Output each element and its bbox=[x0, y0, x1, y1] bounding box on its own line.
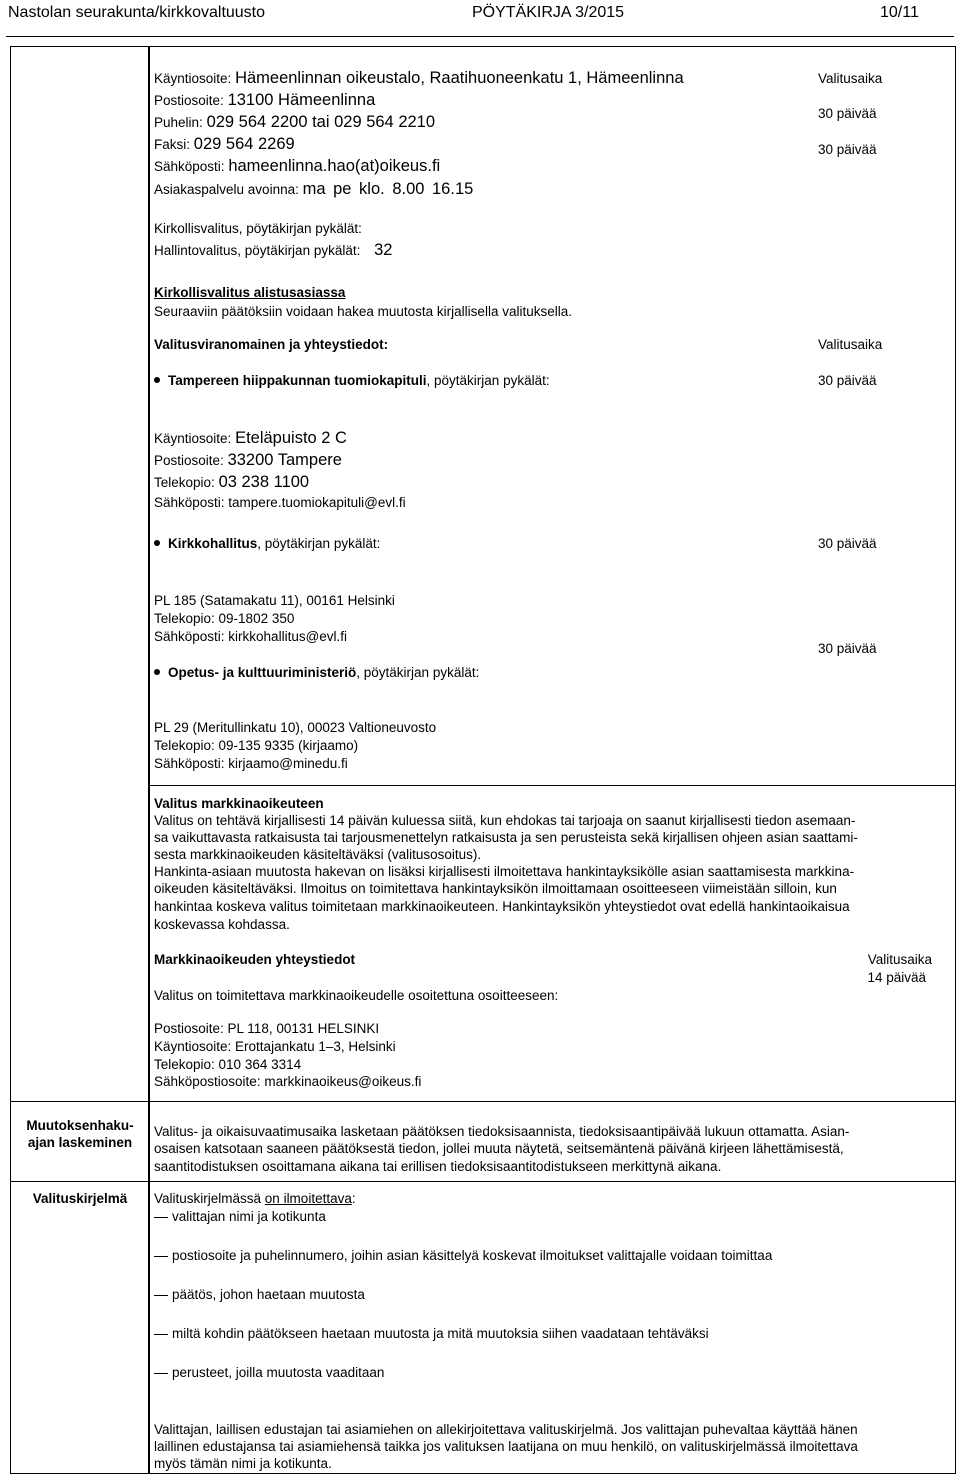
bullet-icon bbox=[154, 377, 160, 383]
hml-email: hameenlinna.hao(at)oikeus.fi bbox=[228, 157, 441, 175]
market-visit-address: Käyntiosoite: Erottajankatu 1–3, Helsinki bbox=[154, 1039, 396, 1054]
market-contact-title: Markkinaoikeuden yhteystiedot bbox=[154, 952, 356, 967]
bottom-left-frame bbox=[10, 1101, 150, 1474]
market-text-line: Valitus on tehtävä kirjallisesti 14 päivän kuluessa siitä, kun ehdokas tai tarjoaja on saanut kirjallisesti tiedon asemaan- bbox=[154, 813, 856, 828]
market-text-line: Hankinta-asiaan muutosta hakevan on lisäksi kirjallisesti ilmoitettava hankintayksikölle asian saattamisesta markkina- bbox=[154, 864, 855, 879]
okm-email: Sähköposti: kirjaamo@minedu.fi bbox=[154, 756, 348, 771]
tampere-item: Tampereen hiippakunnan tuomiokapituli, pöytäkirjan pykälät: bbox=[154, 372, 550, 389]
tampere-visit-line: Käyntiosoite: Eteläpuisto 2 C bbox=[154, 429, 347, 447]
market-section-rule bbox=[148, 785, 955, 786]
admin-appeal-line: Hallintovalitus, pöytäkirjan pykälät: 32 bbox=[154, 241, 393, 259]
appeal-doc-item: valittajan nimi ja kotikunta bbox=[172, 1209, 326, 1224]
tampere-days: 30 päivää bbox=[818, 373, 877, 388]
hml-fax: 029 564 2269 bbox=[193, 135, 295, 153]
hml-fax-line: Faksi: 029 564 2269 bbox=[154, 135, 295, 153]
main-column-frame bbox=[148, 46, 956, 1102]
market-email: Sähköpostiosoite: markkinaoikeus@oikeus.fi bbox=[154, 1074, 422, 1089]
hml-phone: 029 564 2200 tai 029 564 2210 bbox=[206, 113, 436, 131]
market-text-line: hankintaa koskeva valitus toimitetaan markkinaoikeuteen. Hankintayksikön yhteystiedot ovat edellä hankintaoikaisua bbox=[154, 899, 850, 914]
okm-address: PL 29 (Meritullinkatu 10), 00023 Valtioneuvosto bbox=[154, 720, 437, 735]
hml-days-2: 30 päivää bbox=[818, 142, 877, 157]
deadline-text-line: osaisen katsotaan saaneen päätöksestä tiedon, jollei muuta näytetä, seitsemäntenä päivänä kirjeen lähettämisestä, bbox=[154, 1141, 844, 1156]
hml-service-hours: ma pe klo. 8.00 16.15 bbox=[302, 180, 474, 198]
deadline-text-line: saantitodistuksen osoittamana aikana tai erillisen tiedoksisaantitodistukseen merkittynä aikana. bbox=[154, 1159, 722, 1174]
header-rule bbox=[6, 36, 954, 37]
hml-service-line: Asiakaspalvelu avoinna: ma pe klo. 8.00 16.15 bbox=[154, 180, 474, 198]
hml-post-line: Postiosoite: 13100 Hämeenlinna bbox=[154, 91, 376, 109]
market-send-text: Valitus on toimitettava markkinaoikeudelle osoitettuna osoitteeseen: bbox=[154, 988, 559, 1003]
appeal-doc-item: päätös, johon haetaan muutosta bbox=[172, 1287, 365, 1302]
alistus-title: Kirkollisvalitus alistusasiassa bbox=[154, 285, 346, 300]
market-appeal-time-label: Valitusaika bbox=[867, 952, 932, 967]
authority-label: Valitusviranomainen ja yhteystiedot: bbox=[154, 337, 389, 352]
header-organization: Nastolan seurakunta/kirkkovaltuusto bbox=[8, 4, 266, 21]
appeal-doc-item: postiosoite ja puhelinnumero, joihin asian käsittelyä koskevat ilmoitukset valittajalle voidaan toimittaa bbox=[172, 1248, 773, 1263]
bullet-icon bbox=[154, 669, 160, 675]
appeal-doc-item: miltä kohdin päätökseen haetaan muutosta ja mitä muutoksia siihen vaadataan tehtäväksi bbox=[172, 1326, 709, 1341]
alistus-appeal-time-label: Valitusaika bbox=[818, 337, 883, 352]
appeal-doc-label: Valituskirjelmä bbox=[32, 1191, 128, 1206]
hml-phone-line: Puhelin: 029 564 2200 tai 029 564 2210 bbox=[154, 113, 436, 131]
dash-icon bbox=[154, 1373, 168, 1374]
alistus-description: Seuraaviin päätöksiin voidaan hakea muutosta kirjallisella valituksella. bbox=[154, 304, 572, 319]
signature-text-line: Valittajan, laillisen edustajan tai asiamiehen on allekirjoitettava valituskirjelmä. Jos valittajan puhevaltaa käyttää hänen bbox=[154, 1422, 858, 1437]
dash-icon bbox=[154, 1217, 168, 1218]
tampere-visit-address: Eteläpuisto 2 C bbox=[235, 429, 347, 447]
okm-name: Opetus- ja kulttuuriministeriö bbox=[168, 665, 357, 680]
kirkkohallitus-days: 30 päivää bbox=[818, 536, 877, 551]
kirkkohallitus-name: Kirkkohallitus bbox=[168, 536, 258, 551]
left-column-frame bbox=[10, 46, 150, 1102]
deadline-label: Muutoksenhaku-ajan laskeminen bbox=[26, 1118, 134, 1150]
market-title: Valitus markkinaoikeuteen bbox=[154, 796, 324, 811]
tampere-fax-line: Telekopio: 03 238 1100 bbox=[154, 473, 310, 491]
admin-appeal-paragraph: 32 bbox=[374, 241, 393, 259]
okm-item: Opetus- ja kulttuuriministeriö, pöytäkirjan pykälät: bbox=[154, 664, 479, 681]
tampere-post-line: Postiosoite: 33200 Tampere bbox=[154, 451, 342, 469]
bullet-icon bbox=[154, 540, 160, 546]
signature-text-line: myös tämän nimi ja kotikunta. bbox=[154, 1456, 332, 1471]
hml-days-1: 30 päivää bbox=[818, 106, 877, 121]
okm-fax: Telekopio: 09-135 9335 (kirjaamo) bbox=[154, 738, 359, 753]
market-text-line: sa vaikuttavasta ratkaisusta tai tarjousmenettelyn ratkaisusta ja sen perusteista sekä kirjallisen ohjeen asian saattami- bbox=[154, 830, 858, 845]
tampere-name: Tampereen hiippakunnan tuomiokapituli bbox=[168, 373, 427, 388]
church-appeal-paragraphs: Kirkollisvalitus, pöytäkirjan pykälät: bbox=[154, 221, 362, 236]
hml-visit-line: Käyntiosoite: Hämeenlinnan oikeustalo, Raatihuoneenkatu 1, Hämeenlinna bbox=[154, 69, 684, 87]
kirkkohallitus-fax: Telekopio: 09-1802 350 bbox=[154, 611, 295, 626]
hml-appeal-time-label: Valitusaika bbox=[818, 71, 883, 86]
deadline-text-line: Valitus- ja oikaisuvaatimusaika lasketaan päätöksen tiedoksisaannista, tiedoksisaantipäivää lukuun ottamatta. Asian- bbox=[154, 1124, 850, 1139]
market-text-line: oikeuden käsiteltäväksi. Ilmoitus on toimitettava hankintayksikön ilmoittamaan osoitteeseen viimeistään silloin, kun bbox=[154, 881, 837, 896]
market-text-line: sesta markkinaoikeuden käsiteltäväksi (valitusosoitus). bbox=[154, 847, 482, 862]
tampere-fax: 03 238 1100 bbox=[218, 473, 310, 491]
okm-days: 30 päivää bbox=[818, 641, 877, 656]
header-page-number: 10/11 bbox=[880, 4, 919, 21]
appeal-doc-intro: Valituskirjelmässä on ilmoitettava: bbox=[154, 1191, 356, 1206]
market-fax: Telekopio: 010 364 3314 bbox=[154, 1057, 302, 1072]
kirkkohallitus-item: Kirkkohallitus, pöytäkirjan pykälät: bbox=[154, 535, 380, 552]
tampere-email: Sähköposti: tampere.tuomiokapituli@evl.fi bbox=[154, 495, 406, 510]
dash-icon bbox=[154, 1295, 168, 1296]
market-days: 14 päivää bbox=[867, 970, 926, 985]
hml-post-address: 13100 Hämeenlinna bbox=[227, 91, 376, 109]
header-document-title: PÖYTÄKIRJA 3/2015 bbox=[472, 4, 625, 21]
hml-visit-address: Hämeenlinnan oikeustalo, Raatihuoneenkatu 1, Hämeenlinna bbox=[235, 69, 684, 87]
signature-text-line: laillinen edustajansa tai asiamiehensä taikka jos valituksen laatijana on muu henkilö, on valituskirjelmässä ilmoitettava bbox=[154, 1439, 858, 1454]
dash-icon bbox=[154, 1256, 168, 1257]
market-post-address: Postiosoite: PL 118, 00131 HELSINKI bbox=[154, 1021, 380, 1036]
appeal-doc-item: perusteet, joilla muutosta vaaditaan bbox=[172, 1365, 385, 1380]
tampere-post-address: 33200 Tampere bbox=[227, 451, 342, 469]
hml-email-line: Sähköposti: hameenlinna.hao(at)oikeus.fi bbox=[154, 157, 441, 175]
bottom-section-rule bbox=[10, 1181, 955, 1182]
market-text-line: koskevassa kohdassa. bbox=[154, 917, 290, 932]
dash-icon bbox=[154, 1334, 168, 1335]
kirkkohallitus-address: PL 185 (Satamakatu 11), 00161 Helsinki bbox=[154, 593, 395, 608]
kirkkohallitus-email: Sähköposti: kirkkohallitus@evl.fi bbox=[154, 629, 348, 644]
